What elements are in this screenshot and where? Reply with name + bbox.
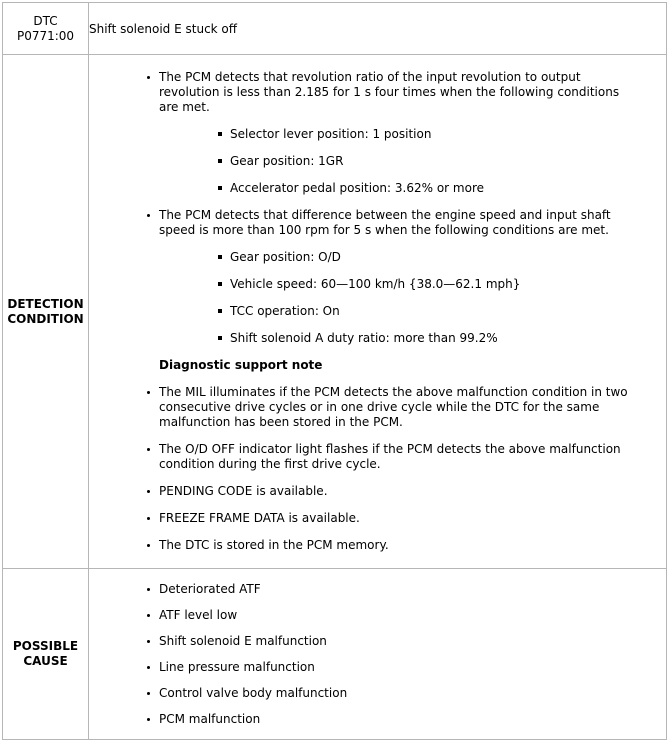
diagnostic-note: The DTC is stored in the PCM memory. — [159, 538, 666, 553]
detection-sublist — [159, 250, 636, 346]
dtc-code: P0771:00 — [16, 28, 75, 43]
diagnostic-note: FREEZE FRAME DATA is available. — [159, 511, 666, 526]
detection-condition-row — [3, 55, 667, 569]
dtc-table — [2, 2, 667, 740]
dtc-description: Shift solenoid E stuck off — [89, 3, 667, 55]
detection-sublist — [159, 127, 636, 196]
detection-subitem: Gear position: O/D — [230, 250, 636, 265]
possible-cause-content — [89, 569, 667, 740]
detection-label-line1: DETECTION — [7, 296, 84, 311]
possible-cause-item: Line pressure malfunction — [159, 660, 666, 675]
possible-cause-list — [89, 582, 666, 727]
cause-label-line2: CAUSE — [23, 654, 68, 668]
possible-cause-item: PCM malfunction — [159, 712, 666, 727]
detection-subitem: Shift solenoid A duty ratio: more than 99.2% — [230, 331, 636, 346]
dtc-code-cell — [3, 3, 89, 55]
possible-cause-item: Control valve body malfunction — [159, 686, 666, 701]
detection-subitem: TCC operation: On — [230, 304, 636, 319]
detection-item — [159, 208, 666, 346]
possible-cause-item: Deteriorated ATF — [159, 582, 666, 597]
diagnostic-support-note-title: Diagnostic support note — [159, 357, 323, 372]
detection-subitem: Vehicle speed: 60—100 km/h {38.0—62.1 mph} — [230, 277, 636, 292]
diagnostic-note: PENDING CODE is available. — [159, 484, 666, 499]
dtc-header-row — [3, 3, 667, 55]
possible-cause-label-cell — [3, 569, 89, 740]
diagnostic-note: The O/D OFF indicator light flashes if the PCM detects the above malfunction condition during the first drive cycle. — [159, 442, 666, 472]
detection-subitem: Accelerator pedal position: 3.62% or more — [230, 181, 636, 196]
detection-condition-label-cell — [3, 55, 89, 569]
detection-list — [89, 70, 666, 346]
detection-condition-content — [89, 55, 667, 569]
detection-item — [159, 70, 666, 196]
detection-subitem: Gear position: 1GR — [230, 154, 636, 169]
diagnostic-note: The MIL illuminates if the PCM detects the above malfunction condition in two consecutive drive cycles or in one drive cycle while the DTC for the same malfunction has been stored in the PCM. — [159, 385, 666, 430]
diagnostic-notes-list — [89, 385, 666, 553]
possible-cause-row — [3, 569, 667, 740]
possible-cause-item: Shift solenoid E malfunction — [159, 634, 666, 649]
detection-item-text: The PCM detects that revolution ratio of the input revolution to output revolution is less than 2.185 for 1 s four times when the following conditions are met. — [159, 69, 620, 114]
detection-subitem: Selector lever position: 1 position — [230, 127, 636, 142]
detection-item-text: The PCM detects that difference between the engine speed and input shaft speed is more than 100 rpm for 5 s when the following conditions are met. — [159, 207, 611, 237]
possible-cause-item: ATF level low — [159, 608, 666, 623]
detection-label-line2: CONDITION — [7, 311, 84, 326]
cause-label-line1: POSSIBLE — [12, 639, 79, 653]
dtc-label: DTC — [33, 13, 58, 28]
